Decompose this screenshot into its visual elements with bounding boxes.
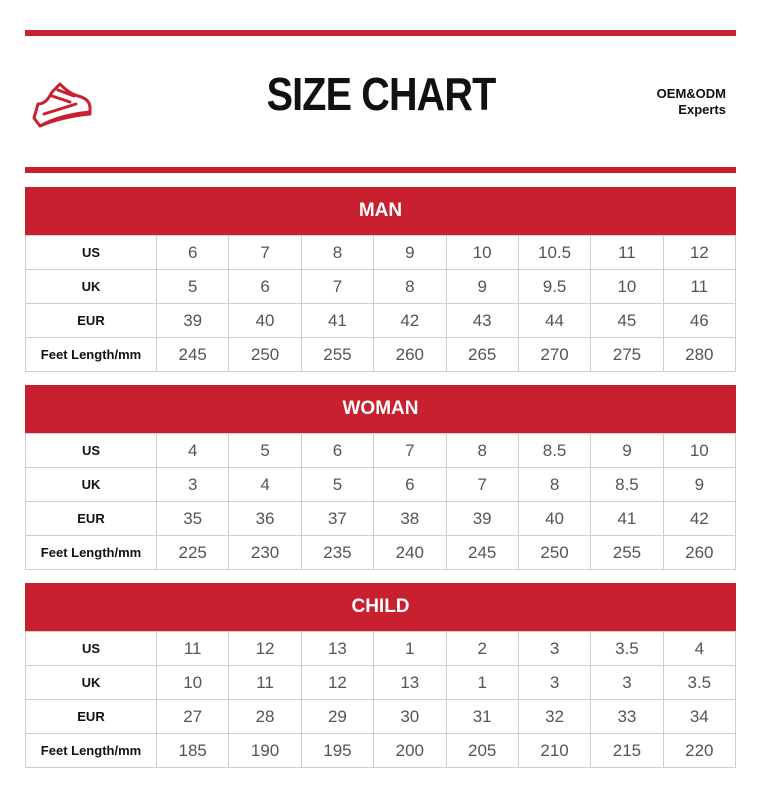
table-row <box>26 338 736 372</box>
size-cell: 42 <box>663 502 735 536</box>
size-cell: 7 <box>446 468 518 502</box>
size-cell: 250 <box>518 536 590 570</box>
tagline-line-2: Experts <box>678 102 726 117</box>
size-cell: 27 <box>157 700 229 734</box>
size-cell: 3 <box>157 468 229 502</box>
size-cell: 5 <box>157 270 229 304</box>
size-cell: 7 <box>374 434 446 468</box>
size-cell: 10 <box>591 270 663 304</box>
section-title: MAN <box>25 187 736 235</box>
size-cell: 230 <box>229 536 301 570</box>
size-cell: 220 <box>663 734 735 768</box>
size-cell: 8 <box>446 434 518 468</box>
size-cell: 39 <box>157 304 229 338</box>
size-cell: 200 <box>374 734 446 768</box>
table-row <box>26 434 736 468</box>
size-cell: 6 <box>301 434 373 468</box>
size-cell: 8.5 <box>591 468 663 502</box>
size-cell: 7 <box>229 236 301 270</box>
top-divider <box>25 30 736 36</box>
size-table <box>25 235 736 372</box>
table-row <box>26 632 736 666</box>
size-cell: 11 <box>591 236 663 270</box>
size-cell: 5 <box>229 434 301 468</box>
size-cell: 195 <box>301 734 373 768</box>
size-cell: 270 <box>518 338 590 372</box>
size-section-woman <box>25 385 736 570</box>
size-cell: 9 <box>663 468 735 502</box>
row-label: EUR <box>26 304 157 338</box>
size-cell: 38 <box>374 502 446 536</box>
size-cell: 45 <box>591 304 663 338</box>
size-cell: 255 <box>301 338 373 372</box>
table-row <box>26 304 736 338</box>
size-cell: 265 <box>446 338 518 372</box>
size-cell: 41 <box>301 304 373 338</box>
row-label: Feet Length/mm <box>26 338 157 372</box>
size-cell: 13 <box>301 632 373 666</box>
size-cell: 13 <box>374 666 446 700</box>
size-cell: 8 <box>518 468 590 502</box>
size-cell: 8 <box>374 270 446 304</box>
size-cell: 205 <box>446 734 518 768</box>
size-cell: 2 <box>446 632 518 666</box>
size-cell: 3 <box>518 632 590 666</box>
table-row <box>26 468 736 502</box>
size-cell: 42 <box>374 304 446 338</box>
size-cell: 9.5 <box>518 270 590 304</box>
table-row <box>26 734 736 768</box>
size-cell: 4 <box>663 632 735 666</box>
size-cell: 8.5 <box>518 434 590 468</box>
size-cell: 260 <box>663 536 735 570</box>
row-label: EUR <box>26 502 157 536</box>
row-label: UK <box>26 666 157 700</box>
size-section-man <box>25 187 736 372</box>
table-row <box>26 700 736 734</box>
size-cell: 12 <box>229 632 301 666</box>
size-cell: 12 <box>301 666 373 700</box>
size-cell: 3 <box>518 666 590 700</box>
table-row <box>26 270 736 304</box>
table-row <box>26 536 736 570</box>
size-cell: 3 <box>591 666 663 700</box>
row-label: Feet Length/mm <box>26 536 157 570</box>
table-row <box>26 236 736 270</box>
size-cell: 250 <box>229 338 301 372</box>
size-cell: 255 <box>591 536 663 570</box>
size-cell: 40 <box>229 304 301 338</box>
size-cell: 32 <box>518 700 590 734</box>
size-cell: 44 <box>518 304 590 338</box>
size-cell: 260 <box>374 338 446 372</box>
tagline-line-1: OEM&ODM <box>656 86 726 101</box>
size-cell: 40 <box>518 502 590 536</box>
size-cell: 41 <box>591 502 663 536</box>
size-cell: 11 <box>229 666 301 700</box>
section-title: WOMAN <box>25 385 736 433</box>
size-cell: 9 <box>591 434 663 468</box>
row-label: UK <box>26 468 157 502</box>
size-cell: 4 <box>157 434 229 468</box>
size-section-child <box>25 583 736 768</box>
size-table <box>25 433 736 570</box>
size-cell: 275 <box>591 338 663 372</box>
size-cell: 10.5 <box>518 236 590 270</box>
size-cell: 31 <box>446 700 518 734</box>
size-cell: 10 <box>446 236 518 270</box>
size-cell: 245 <box>157 338 229 372</box>
size-cell: 9 <box>446 270 518 304</box>
size-cell: 46 <box>663 304 735 338</box>
size-cell: 43 <box>446 304 518 338</box>
size-cell: 215 <box>591 734 663 768</box>
size-cell: 36 <box>229 502 301 536</box>
size-cell: 235 <box>301 536 373 570</box>
size-cell: 30 <box>374 700 446 734</box>
size-cell: 39 <box>446 502 518 536</box>
size-cell: 185 <box>157 734 229 768</box>
size-cell: 280 <box>663 338 735 372</box>
size-cell: 33 <box>591 700 663 734</box>
size-table <box>25 631 736 768</box>
size-cell: 6 <box>157 236 229 270</box>
size-cell: 245 <box>446 536 518 570</box>
size-cell: 3.5 <box>591 632 663 666</box>
row-label: US <box>26 632 157 666</box>
size-cell: 8 <box>301 236 373 270</box>
size-cell: 210 <box>518 734 590 768</box>
size-cell: 35 <box>157 502 229 536</box>
size-cell: 7 <box>301 270 373 304</box>
size-cell: 10 <box>157 666 229 700</box>
size-cell: 9 <box>374 236 446 270</box>
size-cell: 6 <box>229 270 301 304</box>
tagline <box>657 86 726 118</box>
page-title: SIZE CHART <box>266 68 496 120</box>
size-cell: 6 <box>374 468 446 502</box>
size-cell: 1 <box>374 632 446 666</box>
size-cell: 11 <box>157 632 229 666</box>
header-divider <box>25 167 736 173</box>
size-cell: 37 <box>301 502 373 536</box>
size-cell: 5 <box>301 468 373 502</box>
size-cell: 29 <box>301 700 373 734</box>
size-cell: 1 <box>446 666 518 700</box>
size-cell: 10 <box>663 434 735 468</box>
size-cell: 12 <box>663 236 735 270</box>
size-cell: 11 <box>663 270 735 304</box>
size-cell: 3.5 <box>663 666 735 700</box>
row-label: Feet Length/mm <box>26 734 157 768</box>
row-label: US <box>26 236 157 270</box>
row-label: US <box>26 434 157 468</box>
table-row <box>26 502 736 536</box>
size-cell: 34 <box>663 700 735 734</box>
size-cell: 28 <box>229 700 301 734</box>
row-label: EUR <box>26 700 157 734</box>
section-title: CHILD <box>25 583 736 631</box>
size-cell: 240 <box>374 536 446 570</box>
size-cell: 4 <box>229 468 301 502</box>
size-cell: 190 <box>229 734 301 768</box>
size-cell: 225 <box>157 536 229 570</box>
row-label: UK <box>26 270 157 304</box>
table-row <box>26 666 736 700</box>
